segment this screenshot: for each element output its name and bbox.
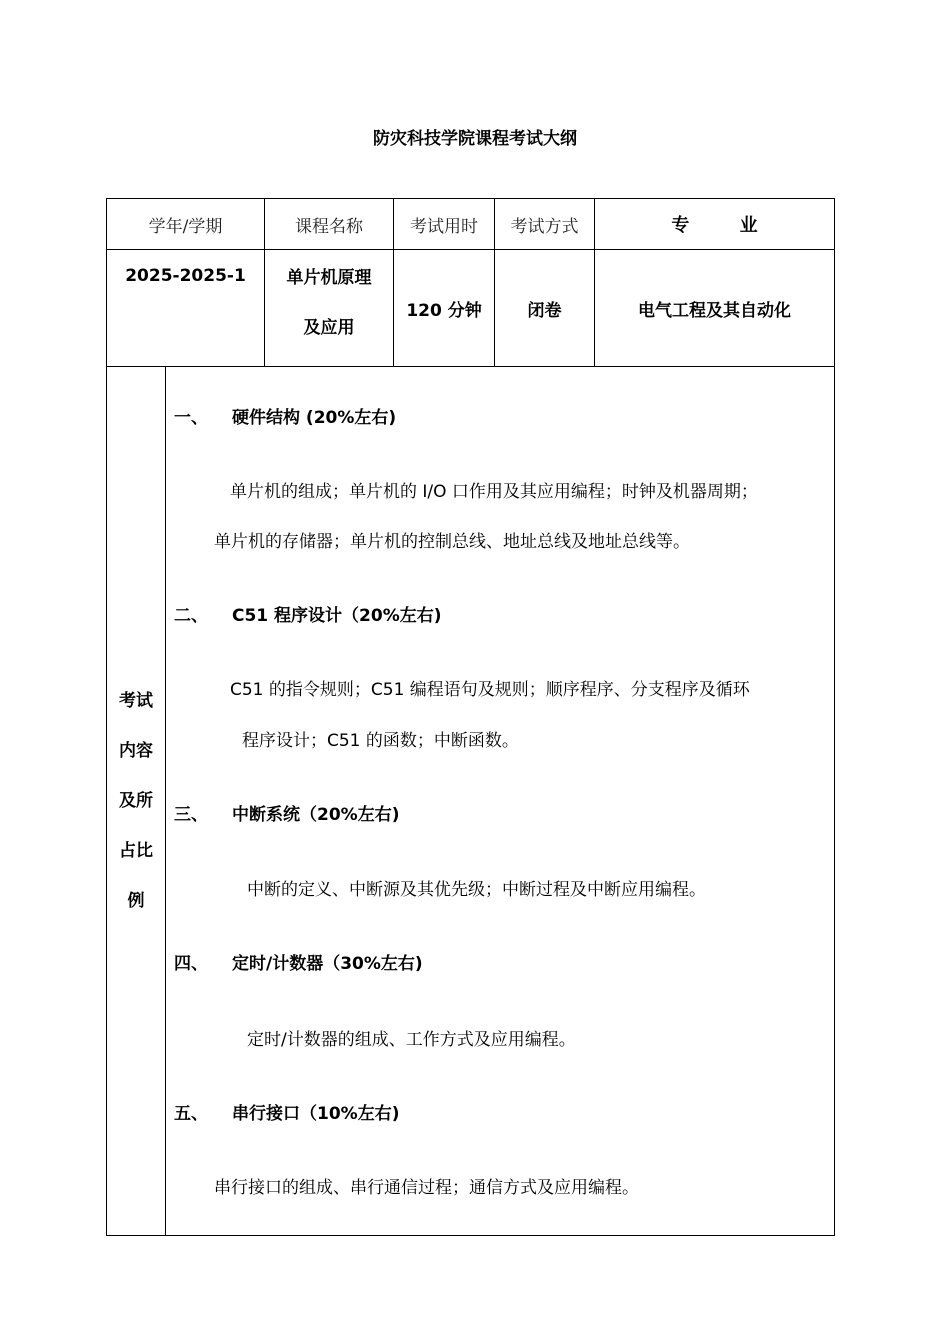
section-heading — [174, 949, 423, 974]
section-number: 三、 — [174, 805, 208, 825]
side-label-line: 内容 — [119, 741, 153, 761]
side-label-line: 及所 — [119, 791, 153, 811]
content-row — [107, 367, 835, 1236]
section-text-line: C51 的指令规则；C51 编程语句及规则；顺序程序、分支程序及循环 — [230, 680, 750, 700]
value-exam-time: 120 分钟 — [394, 250, 495, 367]
section-title: 中断系统（20%左右) — [232, 805, 400, 825]
value-course-name-line1: 单片机原理 — [286, 268, 372, 288]
section-text-line: 程序设计；C51 的函数；中断函数。 — [242, 731, 519, 751]
section-title: C51 程序设计（20%左右) — [232, 606, 442, 626]
section-text-line: 中断的定义、中断源及其优先级；中断过程及中断应用编程。 — [247, 880, 706, 900]
header-exam-time: 考试用时 — [394, 199, 495, 250]
section-heading — [174, 800, 399, 825]
side-label-line: 占比 — [119, 841, 153, 861]
exam-content-body — [166, 367, 835, 1236]
header-course-name: 课程名称 — [265, 199, 394, 250]
exam-content-label — [107, 367, 166, 1236]
section-number: 一、 — [174, 408, 208, 428]
side-label-line: 考试 — [119, 691, 153, 711]
value-course-name — [265, 250, 394, 367]
section-heading — [174, 1099, 399, 1124]
header-major — [595, 199, 835, 250]
header-year-term: 学年/学期 — [107, 199, 265, 250]
document-title: 防灾科技学院课程考试大纲 — [373, 129, 577, 149]
section-title: 串行接口（10%左右) — [232, 1104, 400, 1124]
section-number: 五、 — [174, 1104, 208, 1124]
values-row — [107, 250, 835, 367]
section-text-line: 定时/计数器的组成、工作方式及应用编程。 — [247, 1030, 576, 1050]
exam-outline-table — [106, 198, 835, 1236]
value-year-term: 2025-2025-1 — [107, 250, 265, 367]
header-row — [107, 199, 835, 250]
section-title: 定时/计数器（30%左右) — [232, 954, 423, 974]
section-number: 四、 — [174, 954, 208, 974]
section-text-line: 单片机的组成；单片机的 I/O 口作用及其应用编程；时钟及机器周期； — [230, 482, 758, 502]
section-number: 二、 — [174, 606, 208, 626]
header-major-label: 专 业 — [671, 215, 780, 236]
value-major: 电气工程及其自动化 — [595, 250, 835, 367]
value-course-name-line2: 及应用 — [303, 318, 355, 338]
side-label-line: 例 — [127, 891, 145, 911]
value-exam-type: 闭卷 — [495, 250, 595, 367]
section-title: 硬件结构 (20%左右) — [232, 408, 397, 428]
section-text-line: 单片机的存储器；单片机的控制总线、地址总线及地址总线等。 — [214, 532, 690, 552]
section-heading — [174, 403, 396, 428]
header-exam-type: 考试方式 — [495, 199, 595, 250]
section-text-line: 串行接口的组成、串行通信过程；通信方式及应用编程。 — [214, 1178, 639, 1198]
section-heading — [174, 601, 442, 626]
